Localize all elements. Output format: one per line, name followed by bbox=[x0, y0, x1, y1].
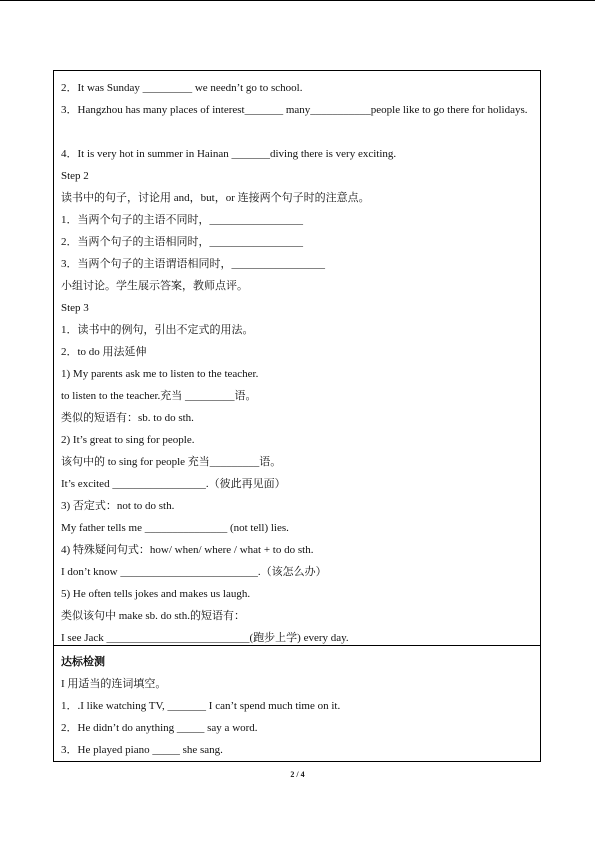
step3-title: Step 3 bbox=[61, 302, 89, 314]
step2-intro: 读书中的句子，讨论用 and，but，or 连接两个句子时的注意点。 bbox=[61, 192, 370, 204]
page-number: 2 / 4 bbox=[290, 770, 305, 779]
step3-example-1-similar: 类似的短语有：sb. to do sth. bbox=[61, 412, 194, 424]
step1-question-4: 4．It is very hot in summer in Hainan _______diving there is very exciting. bbox=[61, 148, 397, 160]
step3-example-3: 3) 否定式：not to do sth. bbox=[61, 500, 175, 512]
step3-example-3-fill: My father tells me _______________ (not tell) lies. bbox=[61, 522, 289, 534]
check-question-3: 3．He played piano _____ she sang. bbox=[61, 744, 223, 756]
step3-example-4: 4) 特殊疑问句式：how/ when/ where / what + to do sth. bbox=[61, 544, 314, 556]
check-title: 达标检测 bbox=[61, 656, 105, 668]
check-question-2: 2．He didn’t do anything _____ say a word. bbox=[61, 722, 258, 734]
step3-example-4-fill: I don’t know _________________________.（该怎么办） bbox=[61, 566, 327, 578]
step3-example-5-similar: 类似该句中 make sb. do sth.的短语有： bbox=[61, 610, 245, 622]
step3-example-1: 1) My parents ask me to listen to the teacher. bbox=[61, 368, 259, 380]
step2-item-2: 2．当两个句子的主语相同时，_________________ bbox=[61, 236, 303, 248]
top-rule bbox=[0, 0, 595, 1]
step2-title: Step 2 bbox=[61, 170, 89, 182]
step3-example-5-fill: I see Jack __________________________(跑步上学) every day. bbox=[61, 632, 349, 644]
step3-example-5: 5) He often tells jokes and makes us laugh. bbox=[61, 588, 251, 600]
check-question-1: 1．.I like watching TV, _______ I can’t spend much time on it. bbox=[61, 700, 341, 712]
step2-note: 小组讨论。学生展示答案，教师点评。 bbox=[61, 280, 248, 292]
check-instruction: I 用适当的连词填空。 bbox=[61, 678, 167, 690]
step2-item-3: 3．当两个句子的主语谓语相同时，_________________ bbox=[61, 258, 325, 270]
step1-question-2: 2．It was Sunday _________ we needn’t go to school. bbox=[61, 82, 303, 94]
step2-item-1: 1．当两个句子的主语不同时，_________________ bbox=[61, 214, 303, 226]
step3-example-1-role: to listen to the teacher.充当 _________语。 bbox=[61, 390, 257, 402]
section-divider bbox=[54, 645, 540, 646]
step3-item-1: 1．读书中的例句，引出不定式的用法。 bbox=[61, 324, 254, 336]
step3-example-2-role: 该句中的 to sing for people 充当_________语。 bbox=[61, 456, 282, 468]
content-table bbox=[53, 70, 541, 762]
step3-example-2: 2) It’s great to sing for people. bbox=[61, 434, 195, 446]
step1-question-3: 3．Hangzhou has many places of interest_______ many___________people like to go there for holidays. bbox=[61, 104, 528, 116]
step3-item-2: 2．to do 用法延伸 bbox=[61, 346, 147, 358]
step3-example-2-fill: It’s excited _________________.（彼此再见面） bbox=[61, 478, 286, 490]
